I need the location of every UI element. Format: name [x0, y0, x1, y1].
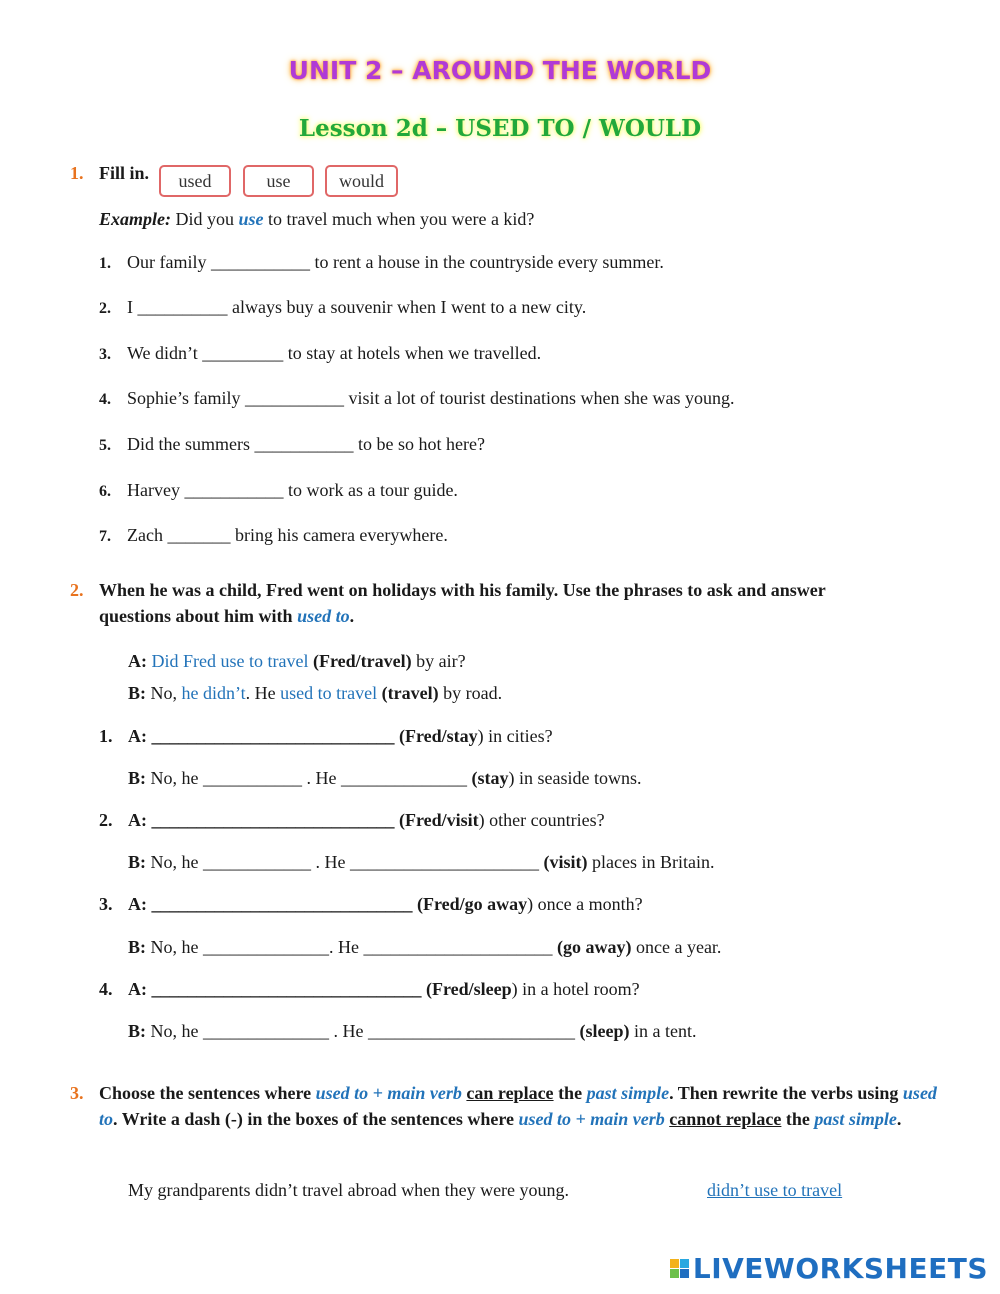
speaker-label: B:	[128, 768, 146, 788]
item-text[interactable]: We didn’t _________ to stay at hotels when we travelled.	[127, 343, 542, 363]
dialogue-item-a	[99, 979, 640, 1000]
instruction-text: .	[896, 1109, 902, 1129]
dialogue-item-a	[99, 810, 605, 831]
example-text: No,	[146, 683, 182, 703]
answer-blank[interactable]: _____________________________	[151, 894, 413, 914]
item-text[interactable]: I __________ always buy a souvenir when I went to a new city.	[127, 297, 587, 317]
item-text: in a tent.	[629, 1021, 697, 1041]
lesson-subtitle: Lesson 2d – USED TO / WOULD	[298, 115, 702, 142]
cue: (Fred/stay	[399, 726, 478, 746]
dialogue-item-b	[128, 768, 641, 789]
item-number: 3.	[99, 894, 113, 914]
item-number: 3.	[99, 346, 111, 363]
list-item	[99, 252, 664, 273]
instruction-text: Choose the sentences where	[99, 1083, 316, 1103]
item-number: 4.	[99, 391, 111, 408]
example-text: by air?	[411, 651, 466, 671]
answer-blank[interactable]: No, he ______________ . He _______________________	[146, 1021, 580, 1041]
instruction-highlight: past simple	[814, 1109, 897, 1129]
item-number: 1.	[99, 255, 111, 272]
cue: (Fred/travel)	[312, 651, 412, 671]
dialogue-item-b	[128, 1021, 696, 1042]
speaker-label: A:	[128, 651, 147, 671]
item-text: once a year.	[631, 937, 722, 957]
instruction-highlight: used to	[297, 606, 350, 626]
list-item	[99, 434, 485, 455]
liveworksheets-logo	[670, 1252, 988, 1285]
exercise-2-example-b	[128, 683, 502, 704]
cue: (go away)	[556, 937, 632, 957]
speaker-label: B:	[128, 683, 146, 703]
item-text[interactable]: Zach _______ bring his camera everywhere.	[127, 525, 448, 545]
example-text: . He	[245, 683, 281, 703]
instruction-text: questions about him with	[99, 606, 298, 626]
item-text[interactable]: Did the summers ___________ to be so hot here?	[127, 434, 485, 454]
cue: (visit)	[543, 852, 588, 872]
example-text: Did you	[171, 209, 239, 229]
instruction-highlight: used to	[99, 1083, 937, 1129]
item-number: 7.	[99, 528, 111, 545]
item-number: 6.	[99, 483, 111, 500]
item-number: 2.	[99, 810, 113, 830]
exercise-1-instruction: Fill in.	[99, 163, 150, 183]
word-bank-used[interactable]: used	[159, 165, 231, 197]
item-number: 1.	[99, 726, 113, 746]
exercise-1-number: 1.	[70, 163, 84, 183]
exercise-3-example-answer[interactable]: didn’t use to travel	[707, 1180, 843, 1200]
instruction-text: . Write a dash (-) in the boxes of the sentences where	[113, 1109, 519, 1129]
exercise-3-number: 3.	[70, 1083, 84, 1103]
instruction-underline: cannot replace	[669, 1109, 782, 1129]
speaker-label: A:	[128, 810, 152, 830]
exercise-1-example	[99, 209, 534, 230]
list-item	[99, 388, 735, 409]
answer-blank[interactable]: ___________________________	[151, 810, 395, 830]
item-text: ) in cities?	[477, 726, 553, 746]
item-text[interactable]: Harvey ___________ to work as a tour guide.	[127, 480, 458, 500]
list-item	[99, 480, 458, 501]
item-text: ) in a hotel room?	[511, 979, 640, 999]
instruction-text: the	[781, 1109, 815, 1129]
item-text[interactable]: Sophie’s family ___________ visit a lot of tourist destinations when she was young.	[127, 388, 735, 408]
item-text: ) once a month?	[527, 894, 643, 914]
page-title: UNIT 2 – AROUND THE WORLD	[288, 56, 712, 85]
exercise-3-instruction	[99, 1080, 944, 1132]
item-text: ) other countries?	[478, 810, 605, 830]
item-number: 5.	[99, 437, 111, 454]
instruction-highlight: used to + main verb	[518, 1109, 665, 1129]
item-text: places in Britain.	[587, 852, 715, 872]
example-text: by road.	[438, 683, 503, 703]
example-answer: use	[238, 209, 264, 229]
instruction-text: the	[553, 1083, 587, 1103]
exercise-2-example-a	[128, 651, 466, 672]
logo-text: LIVEWORKSHEETS	[692, 1252, 988, 1285]
instruction-text: .	[349, 606, 355, 626]
word-bank-use[interactable]: use	[243, 165, 314, 197]
dialogue-item-b	[128, 852, 714, 873]
speaker-label: B:	[128, 937, 146, 957]
item-text: ) in seaside towns.	[508, 768, 642, 788]
cue: (sleep)	[579, 1021, 630, 1041]
instruction-highlight: used to + main verb	[315, 1083, 462, 1103]
answer-blank[interactable]: ___________________________	[151, 726, 395, 746]
list-item	[99, 297, 587, 318]
cue: (stay	[471, 768, 509, 788]
speaker-label: A:	[128, 979, 152, 999]
speaker-label: B:	[128, 852, 146, 872]
answer-blank[interactable]: No, he ____________ . He _____________________	[146, 852, 544, 872]
exercise-3-example-sentence: My grandparents didn’t travel abroad when they were young.	[128, 1180, 570, 1200]
dialogue-item-a	[99, 894, 643, 915]
word-bank-would[interactable]: would	[325, 165, 398, 197]
cue: (travel)	[381, 683, 439, 703]
item-number: 4.	[99, 979, 113, 999]
answer-blank[interactable]: No, he ___________ . He ______________	[146, 768, 472, 788]
exercise-2-instruction	[99, 577, 959, 629]
answer-blank[interactable]: ______________________________	[151, 979, 422, 999]
instruction-text: . Then rewrite the verbs using	[669, 1083, 903, 1103]
list-item	[99, 525, 448, 546]
example-answer: Did Fred use to travel	[151, 651, 309, 671]
instruction-text: When he was a child, Fred went on holidays with his family. Use the phrases to ask and answer	[99, 580, 826, 600]
exercise-2-number: 2.	[70, 580, 84, 600]
example-answer: used to travel	[280, 683, 378, 703]
speaker-label: B:	[128, 1021, 146, 1041]
instruction-underline: can replace	[466, 1083, 554, 1103]
dialogue-item-b	[128, 937, 721, 958]
list-item	[99, 343, 542, 364]
speaker-label: A:	[128, 726, 152, 746]
item-text[interactable]: Our family ___________ to rent a house in the countryside every summer.	[127, 252, 664, 272]
example-answer: he didn’t	[181, 683, 246, 703]
answer-blank[interactable]: No, he ______________. He _____________________	[146, 937, 557, 957]
cue: (Fred/go away	[417, 894, 528, 914]
dialogue-item-a	[99, 726, 553, 747]
instruction-highlight: past simple	[586, 1083, 670, 1103]
logo-mark-icon	[670, 1259, 689, 1278]
speaker-label: A:	[128, 894, 152, 914]
example-label: Example:	[99, 209, 171, 229]
example-text: to travel much when you were a kid?	[263, 209, 535, 229]
cue: (Fred/sleep	[426, 979, 512, 999]
cue: (Fred/visit	[399, 810, 479, 830]
item-number: 2.	[99, 300, 111, 317]
